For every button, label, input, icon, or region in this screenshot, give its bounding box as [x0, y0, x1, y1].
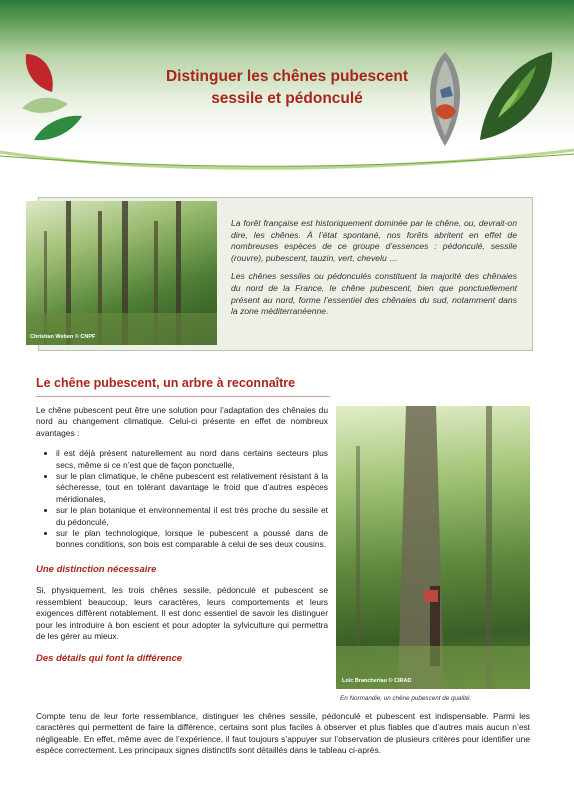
photo-caption: En Normandie, un chêne pubescent de qualité. [340, 695, 472, 702]
oak-tree-photo [336, 406, 530, 689]
leaf-logo-icon [18, 50, 88, 146]
forest-photo [26, 201, 217, 345]
title-line-2: sessile et pédonculé [211, 90, 363, 107]
list-item: • il est déjà présent naturellement au nord dans certains secteurs plus secs, même si ce n’est que de façon ponctuelle, [56, 448, 328, 471]
subheading-details: Des détails qui font la différence [36, 653, 183, 665]
section-body [36, 405, 328, 665]
section-divider [36, 396, 330, 397]
forest-trees-icon [26, 201, 217, 345]
list-item: • sur le plan technologique, lorsque le pubescent a poussé dans de bonnes conditions, son bois est comparable à celui de ses deux cousins. [56, 528, 328, 551]
oak-leaf-illustration-icon [472, 48, 556, 144]
photo-credit: Christian Weben © CNPF [30, 334, 96, 340]
advantages-list [36, 448, 328, 551]
distinction-text: Si, physiquement, les trois chênes sessile, pédonculé et pubescent se ressemblent beaucoup, leurs caractères, leurs comportements et leurs exigences diffèrent notablement. Il est donc essentiel de savoir les distinguer pour les introduire à bon escient et pour adopter la sylviculture qui permettra de les gérer au mieux. [36, 585, 328, 641]
header-swoosh [0, 140, 574, 180]
section-intro: Le chêne pubescent peut être une solution pour l’adaptation des chênaies du nord au changement climatique. Celui-ci présente en effet de nombreux avantages : [36, 405, 328, 438]
photo-credit: Loïc Brancheriau © CIRAD [342, 678, 412, 684]
intro-paragraph-2: Les chênes sessiles ou pédonculés constituent la majorité des chênaies du nord de la France, le chêne pubescent, bien que ponctuellement présent au nord, forme l’essentiel des chênaies du sud, notamment dans la zone méditerranéenne. [231, 271, 517, 317]
subheading-distinction: Une distinction nécessaire [36, 563, 157, 575]
intro-text [231, 218, 517, 325]
list-item: • sur le plan botanique et environnemental il est très proche du sessile et du pédonculé, [56, 505, 328, 528]
oak-trunk-icon [336, 406, 530, 689]
page-title [110, 66, 464, 110]
list-item: • sur le plan climatique, le chêne pubescent est relativement résistant à la sécheresse, tout en tolérant davantage le froid que d’autres espèces méridionales, [56, 471, 328, 505]
section-heading: Le chêne pubescent, un arbre à reconnaître [36, 376, 296, 390]
title-line-1: Distinguer les chênes pubescent [165, 68, 409, 85]
details-text: Compte tenu de leur forte ressemblance, distinguer les chênes sessile, pédonculé et pubescent est indispensable. Parmi les caractères qui permettent de faire la différence, certains sont plus faciles à observer et plus fiables que d’autres mais aucun n’est négligeable. En effet, même avec de l’expérience, il faut toujours s’appuyer sur l’observation de plusieurs critères pour identifier une espèce correctement. Les principaux signes distinctifs sont détaillés dans le tableau ci-après. [36, 711, 530, 756]
intro-paragraph-1: La forêt française est historiquement dominée par le chêne, ou, devrait-on dire, les chênes. À l’état spontané, nos forêts abritent en effet de nombreuses espèces de ce groupe d’essences : pédonculé, sessile (rouvre), pubescent, tauzin, vert, chevelu … [231, 218, 517, 263]
details-body [36, 711, 530, 757]
